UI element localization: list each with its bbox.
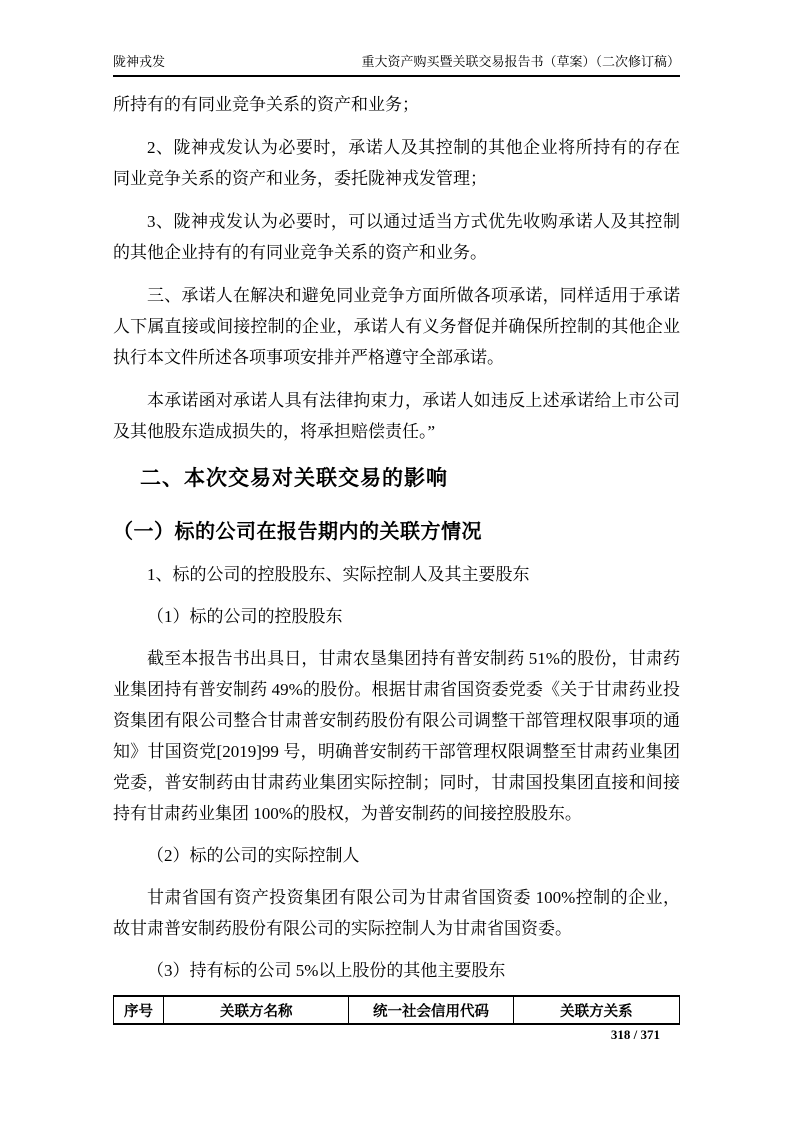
paragraph-commitment-3: 3、陇神戎发认为必要时，可以通过适当方式优先收购承诺人及其控制的其他企业持有的有同业竞争关系的资产和业务。 xyxy=(113,212,680,262)
paragraph-item-1: 1、标的公司的控股股东、实际控制人及其主要股东 xyxy=(147,565,530,584)
paragraph-item-1-3: （3）持有标的公司 5%以上股份的其他主要股东 xyxy=(147,961,506,980)
header-report-title: 重大资产购买暨关联交易报告书（草案）（二次修订稿） xyxy=(361,54,680,69)
page-number: 318 / 371 xyxy=(610,1027,660,1042)
section-heading: 二、本次交易对关联交易的影响 xyxy=(140,466,448,490)
paragraph-controlling-shareholder: 截至本报告书出具日，甘肃农垦集团持有普安制药 51%的股份，甘肃药业集团持有普安制药 49%的股份。根据甘肃省国资委党委《关于甘肃药业投资集团有限公司整合甘肃普安制药股份有限公司调整干部管理权限事项的通知》甘国资党[2019]99 号，明确普安制药干部管理权限调整至甘肃药业集团党委，普安制药由甘肃药业集团实际控制；同时，甘肃国投集团直接和间接持有甘肃药业集团 100%的股权，为普安制药的间接控股股东。 xyxy=(113,649,680,823)
paragraph-commitment-2: 2、陇神戎发认为必要时，承诺人及其控制的其他企业将所持有的存在同业竞争关系的资产和业务，委托陇神戎发管理； xyxy=(113,138,680,188)
table-header-party-name: 关联方名称 xyxy=(164,996,349,1024)
paragraph-actual-controller: 甘肃省国有资产投资集团有限公司为甘肃省国资委 100%控制的企业，故甘肃普安制药股份有限公司的实际控制人为甘肃省国资委。 xyxy=(113,888,680,938)
paragraph-item-1-1: （1）标的公司的控股股东 xyxy=(147,607,343,626)
paragraph-item-1-2: （2）标的公司的实际控制人 xyxy=(147,846,360,865)
header-company-name: 陇神戎发 xyxy=(113,54,166,69)
subsection-heading: （一）标的公司在报告期内的关联方情况 xyxy=(113,519,482,543)
running-header xyxy=(113,53,680,77)
related-party-table xyxy=(113,995,680,1025)
table-header-relation: 关联方关系 xyxy=(513,996,679,1024)
table-header-credit-code: 统一社会信用代码 xyxy=(349,996,513,1024)
paragraph-commitment-section3: 三、承诺人在解决和避免同业竞争方面所做各项承诺，同样适用于承诺人下属直接或间接控制的企业，承诺人有义务督促并确保所控制的其他企业执行本文件所述各项事项安排并严格遵守全部承诺。 xyxy=(113,286,680,367)
table-header-row xyxy=(114,996,680,1024)
paragraph-continuation: 所持有的有同业竞争关系的资产和业务； xyxy=(113,95,419,114)
table-header-index: 序号 xyxy=(114,996,164,1024)
paragraph-commitment-conclusion: 本承诺函对承诺人具有法律拘束力，承诺人如违反上述承诺给上市公司及其他股东造成损失的，将承担赔偿责任。” xyxy=(113,391,680,441)
